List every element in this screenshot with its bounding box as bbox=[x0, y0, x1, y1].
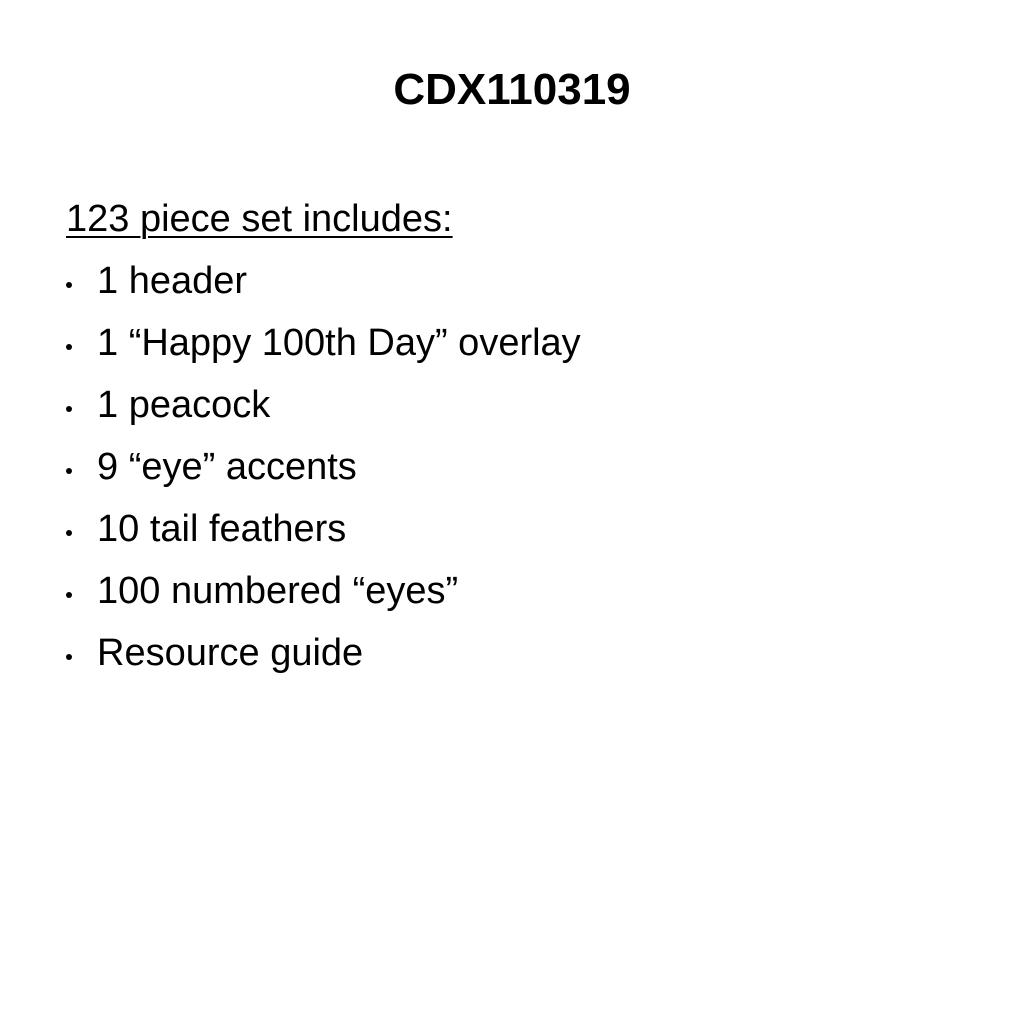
bullet-icon bbox=[66, 468, 72, 474]
bullet-icon bbox=[66, 282, 72, 288]
list-item-text: 10 tail feathers bbox=[97, 508, 347, 550]
list-item-text: Resource guide bbox=[97, 632, 364, 674]
bullet-icon bbox=[66, 406, 72, 412]
list-item-text: 1 “Happy 100th Day” overlay bbox=[97, 322, 581, 364]
bullet-icon bbox=[66, 654, 72, 660]
bullet-icon bbox=[66, 344, 72, 350]
bullet-icon bbox=[66, 530, 72, 536]
list-item-text: 1 peacock bbox=[97, 384, 271, 426]
product-code-title: CDX110319 bbox=[393, 65, 631, 114]
bullet-icon bbox=[66, 592, 72, 598]
list-item-text: 100 numbered “eyes” bbox=[97, 570, 459, 612]
list-heading: 123 piece set includes: bbox=[66, 198, 453, 240]
list-item-text: 9 “eye” accents bbox=[97, 446, 357, 488]
list-item-text: 1 header bbox=[97, 260, 248, 302]
